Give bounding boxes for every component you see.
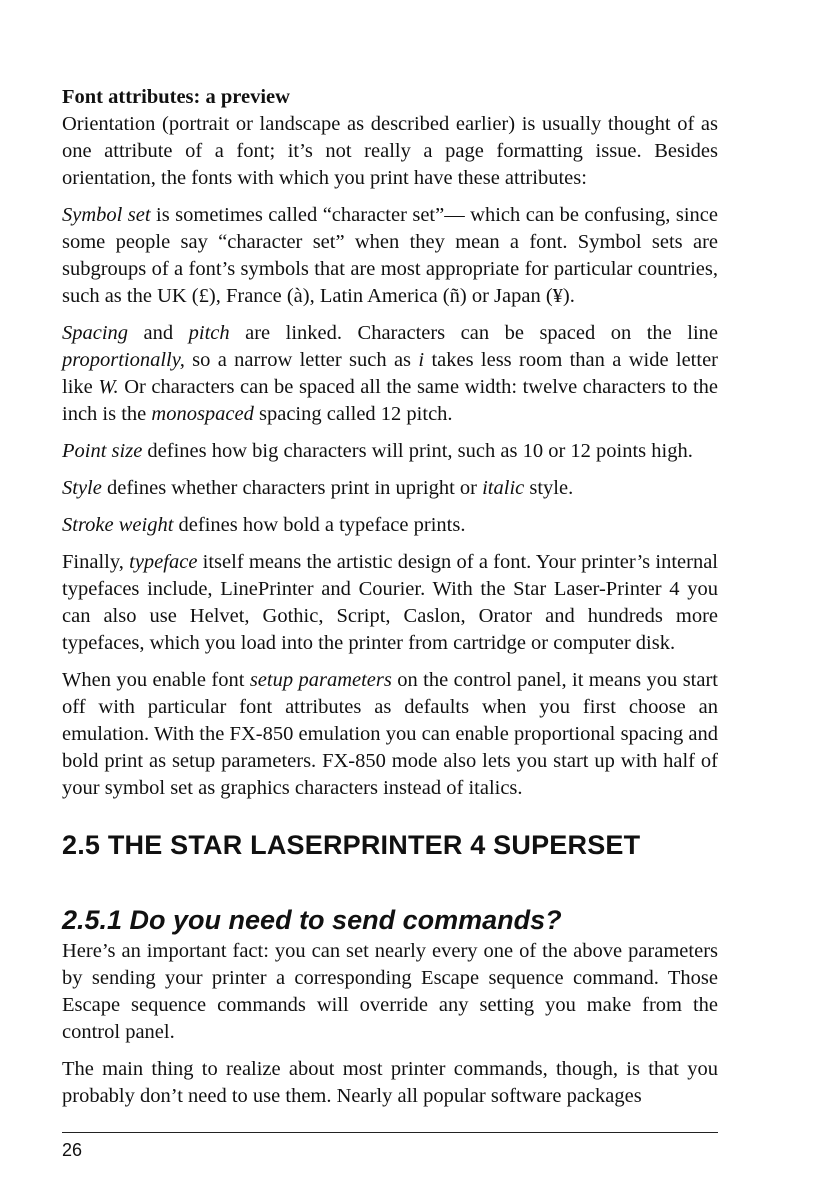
spacing-and: and (128, 322, 189, 344)
point-size-text: defines how big characters will print, such as 10 or 12 points high. (142, 440, 693, 462)
i-term: i (418, 349, 425, 371)
spacing-text-2: so a narrow letter such as (184, 349, 419, 371)
footer-rule (62, 1132, 718, 1133)
spacing-text-4: Or characters can be spaced all the same width: twelve characters to the inch is the (62, 376, 718, 425)
spacing-term: Spacing (62, 322, 129, 344)
section-heading: 2.5 THE STAR LASERPRINTER 4 SUPERSET (62, 830, 641, 860)
typeface-text-2: itself means the artistic design of a font. Your printer’s internal typefaces include, LinePrinter and Courier. With the Star Laser-Printer 4 you can also use Helvet, Gothic, Script, Caslon, Orator and hundreds more typefaces, which you load into the printer from cartridge or computer disk. (62, 551, 718, 654)
spacing-text-5: spacing called 12 pitch. (253, 403, 453, 425)
subsection-heading: 2.5.1 Do you need to send commands? (62, 905, 562, 935)
point-size-term: Point size (62, 440, 143, 462)
symbol-set-paragraph (62, 202, 718, 310)
italic-term: italic (482, 477, 525, 499)
typeface-text-1: Finally, (62, 551, 130, 573)
commands-paragraph-1: Here’s an important fact: you can set nearly every one of the above parameters by sending your printer a corresponding Escape sequence command. Those Escape sequence commands will override any setting you make from the control panel. (62, 940, 718, 1043)
preview-heading: Font attributes: a preview (62, 86, 290, 108)
setup-parameters-paragraph (62, 667, 718, 802)
setup-parameters-term: setup parameters (249, 669, 392, 691)
style-paragraph (62, 475, 718, 502)
page-number: 26 (62, 1140, 83, 1160)
setup-text-1: When you enable font (62, 669, 250, 691)
stroke-weight-paragraph (62, 512, 718, 539)
symbol-set-term: Symbol set (62, 204, 151, 226)
stroke-weight-text: defines how bold a typeface prints. (173, 514, 466, 536)
symbol-set-text: is sometimes called “character set”— which can be confusing, since some people say “character set” when they mean a font. Symbol sets are subgroups of a font’s symbols that are most appropriate for particular countries, such as the UK (£), France (à), Latin America (ñ) or Japan (¥). (62, 204, 718, 307)
w-term: W. (98, 376, 119, 398)
style-term: Style (62, 477, 102, 499)
pitch-term: pitch (188, 322, 230, 344)
style-text-2: style. (524, 477, 574, 499)
proportionally-term: proportionally, (62, 349, 185, 371)
spacing-text-1: are linked. Characters can be spaced on the line (229, 322, 718, 344)
style-text-1: defines whether characters print in upright or (101, 477, 483, 499)
page-content (62, 84, 718, 1120)
intro-paragraph: Orientation (portrait or landscape as described earlier) is usually thought of as one attribute of a font; it’s not really a page formatting issue. Besides orientation, the fonts with which you print have these attributes: (62, 113, 718, 189)
monospaced-term: monospaced (151, 403, 254, 425)
point-size-paragraph (62, 438, 718, 465)
spacing-text-3: takes less room than a wide letter like (62, 349, 718, 398)
typeface-term: typeface (129, 551, 198, 573)
stroke-weight-term: Stroke weight (62, 514, 174, 536)
spacing-paragraph (62, 320, 718, 428)
typeface-paragraph (62, 549, 718, 657)
setup-text-2: on the control panel, it means you start off with particular font attributes as defaults when you first choose an emulation. With the FX-850 emulation you can enable proportional spacing and bold print as setup parameters. FX-850 mode also lets you start up with half of your symbol set as graphics characters instead of italics. (62, 669, 719, 799)
commands-paragraph-2: The main thing to realize about most printer commands, though, is that you probably don’t need to use them. Nearly all popular software packages (62, 1058, 718, 1107)
